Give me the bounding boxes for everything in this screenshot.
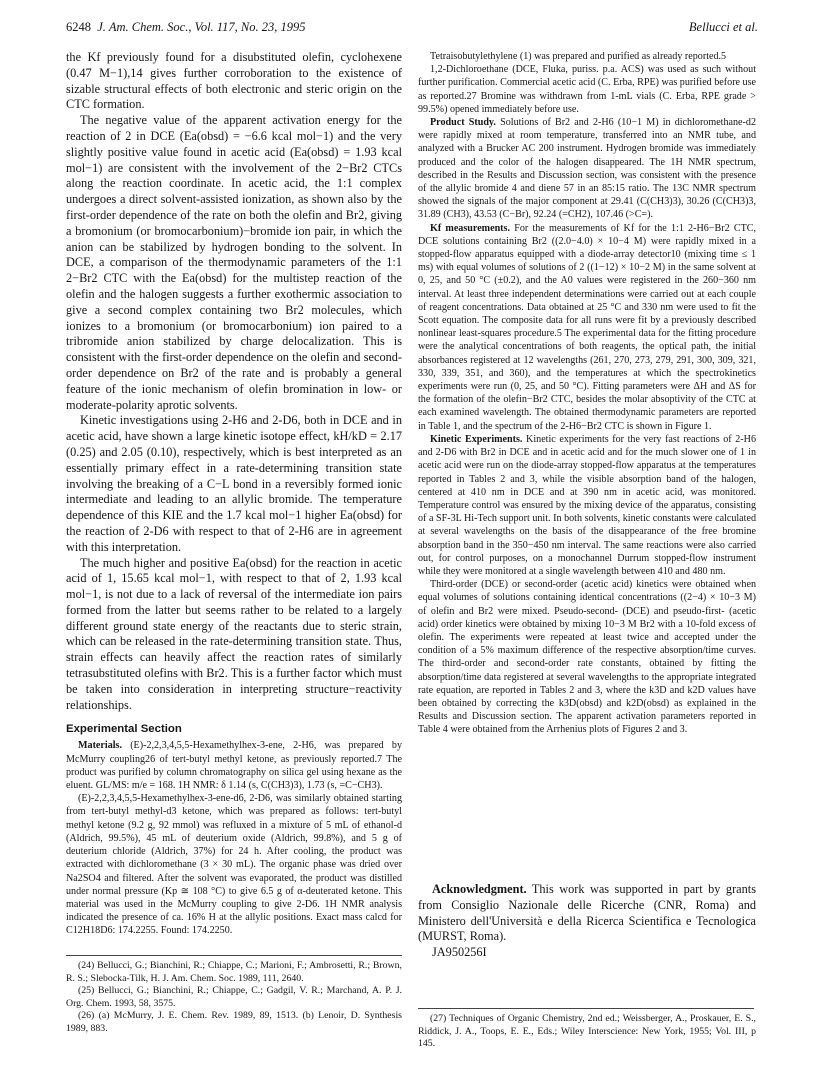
footnotes-left — [66, 955, 402, 1035]
paragraph-text: (E)-2,2,3,4,5,5-Hexamethylhex-3-ene-d6, 2-D6, was similarly obtained starting from tert-butyl methyl-d3 ketone, which was prepared as follows: tert-butyl methyl ketone (9.2 g, 92 mmol) was refluxed in a mixture of 5 mL of ethanol-d (Aldrich, 99.5%), 45 mL of deuterium oxide (Aldrich, 99.8%), and 5 g of deuterium chloride (Aldrich, 37%) for 24 h. After cooling, the product was extracted with dichloromethane (3 × 30 mL). The organic phase was dried over Na2SO4 and filtered. After the solvent was evaporated, the product was distilled under normal pressure (Kp ≅ 108 °C) to give 6.5 g of α-deuterated ketone. This material was used in the McMurry coupling to give 2-D6. 1H NMR analysis indicated the presence of ca. 16% H at the allylic positions. Exact mass calcd for C12H18D6: 174.2255. Found: 174.2250. — [66, 793, 402, 937]
experimental-section-heading: Experimental Section — [66, 723, 182, 736]
body-paragraph: Kinetic investigations using 2-H6 and 2-D6, both in DCE and in acetic acid, have shown a large kinetic isotope effect, kH/kD = 2.17 (0.25) and 2.05 (0.10), respectively, which is best interpreted as an essentially primary effect in a rate-determining transition state involving the breaking of a C−L bond in a reversibly formed ionic intermediate and leading to an allylic bromide. The temperature dependence of this KIE and the 1.7 kcal mol−1 higher Ea(obsd) for the reaction of 2-D6 with respect to that of 2-H6 are in agreement with this interpretation. — [66, 413, 402, 554]
footnote-24: (24) Bellucci, G.; Bianchini, R.; Chiappe, C.; Marioni, F.; Ambrosetti, R.; Brown, R. S.; Slebocka-Tilk, H. J. Am. Chem. Soc. 1989, 111, 2640. — [66, 960, 402, 984]
experimental-paragraph-kinetic-experiments — [418, 433, 756, 578]
acknowledgment — [418, 882, 756, 945]
document-id: JA950256I — [432, 945, 487, 960]
acknowledgment-heading: Acknowledgment. — [432, 882, 527, 896]
footnote-26: (26) (a) McMurry, J. E. Chem. Rev. 1989, 89, 1513. (b) Lenoir, D. Synthesis 1989, 883. — [66, 1010, 402, 1034]
runin-heading: Materials. — [78, 740, 123, 752]
right-column — [418, 50, 756, 737]
footnotes-right — [418, 1008, 756, 1051]
experimental-paragraph-kf-measurements — [418, 222, 756, 433]
experimental-paragraph — [418, 63, 756, 116]
experimental-paragraph-product-study — [418, 116, 756, 222]
experimental-paragraph — [66, 792, 402, 937]
experimental-paragraph-materials — [66, 739, 402, 792]
experimental-text — [66, 739, 402, 937]
journal-citation: J. Am. Chem. Soc., Vol. 117, No. 23, 1995 — [97, 20, 306, 34]
footnote-divider — [418, 1008, 754, 1009]
runin-heading: Product Study. — [430, 117, 496, 129]
paragraph-text: (E)-2,2,3,4,5,5-Hexamethylhex-3-ene, 2-H6, was prepared by McMurry coupling26 of tert-butyl methyl ketone, as previously reported.7 The product was purified by column chromatography on silica gel using hexane as the eluent. GL/MS: m/e = 168. 1H NMR: δ 1.14 (s, C(CH3)3), 1.73 (s, =C−CH3). — [66, 740, 402, 792]
footnote-25: (25) Bellucci, G.; Bianchini, R.; Chiappe, C.; Gadgil, V. R.; Marchand, A. P. J. Org. Chem. 1993, 58, 3575. — [66, 985, 402, 1009]
paragraph-text: For the measurements of Kf for the 1:1 2-H6−Br2 CTC, DCE solutions containing Br2 ((2.0−4.0) × 10−4 M) were rapidly mixed in a stopped-flow apparatus equipped with a diode-array detector10 (mixing time ≤ 1 ms) with equal volumes of solutions of 2 ((1−12) × 10−2 M) in the same solvent at 0, 25, and 50 °C (±0.2), and the A0 values were registered in the 260−360 nm interval. At least three independent determinations were carried out at each couple of reagent concentrations. Data obtained at 25 °C and 330 nm were used to fit the Scott equation. The composite data for all runs were fit by a previously described nonlinear least-squares procedure.5 The experimental data for the fitting procedure were the analytical concentrations of both reagents, the optical path, the initial absorbances registered at 12 wavelengths (261, 270, 273, 279, 291, 300, 309, 321, 330, 339, 351, and 360), and the temperatures at which the spectrokinetics experiments were run (0, 25, and 50 °C). Fitting parameters were ΔH and ΔS for the formation of the olefin−Br2 CTC, besides the molar absoptivity of the CTC at each examined wavelength. The obtained thermodynamic parameters are reported in Table 1, and the spectrum of the 2-H6−Br2 CTC is shown in Figure 1. — [418, 222, 756, 432]
footnote-27: (27) Techniques of Organic Chemistry, 2nd ed.; Weissberger, A., Proskauer, E. S., Riddick, J. A., Toops, E. E., Eds.; Wiley Interscience: New York, 1955; Vol. III, p 145. — [418, 1013, 756, 1049]
experimental-paragraph — [418, 578, 756, 736]
body-paragraph: The much higher and positive Ea(obsd) for the reaction in acetic acid of 1, 15.65 kcal mol−1, with respect to that of 2, 1.93 kcal mol−1, is not due to a lack of reversal of the intermediate ion pairs formed from the latter but seems rather to be related to a largely different ground state energy of the reactants due to steric strain, which can be released in the rate-determining transition state. Thus, strain effects can heavily affect the reaction rates of similarly tetrasubstituted olefins with Br2. This is a further factor which must be taken into consideration in interpreting structure−reactivity relationships. — [66, 555, 402, 712]
paragraph-text: Third-order (DCE) or second-order (acetic acid) kinetics were obtained when equal volumes of solutions containing identical concentrations ((2−4) × 10−3 M) of olefin and Br2 were mixed. Pseudo-second- (DCE) and pseudo-first- (acetic acid) order kinetics were obtained by mixing 10−3 M Br2 with a 10-fold excess of olefin. The experiments were repeated at least twice and accepted under the condition of a 5% maximum difference of the respective absorption/time curves. The third-order and second-order rate constants, obtained by fitting the absorption/time data registered at several wavelengths to the appropriate integrated rate equation, are reported in Tables 2 and 3, where the k3D and k2D values have been obtained by correcting the k3D(obsd) and k2D(obsd) as explained in the Results and Discussion section. The apparent activation parameters reported in Table 4 were obtained from the Arrhenius plots of Figures 2 and 3. — [418, 579, 756, 736]
body-paragraph: the Kf previously found for a disubstituted olefin, cyclohexene (0.47 M−1),14 gives further corroboration to the existence of sizable structural effects of both electronic and steric origin on the CTC formation. — [66, 50, 402, 112]
runin-heading: Kinetic Experiments. — [430, 433, 523, 445]
runin-heading: Kf measurements. — [430, 222, 510, 234]
running-head — [66, 18, 758, 36]
acknowledgment-text: This work was supported in part by grants from Consiglio Nazionale delle Ricerche (CNR, Roma) and Ministero dell'Università e della Ricerca Scientifica e Tecnologica (MURST, Roma). — [418, 882, 756, 944]
experimental-paragraph — [418, 50, 756, 63]
paragraph-text: Tetraisobutylethylene (1) was prepared and purified as already reported.5 — [430, 51, 727, 62]
footnote-divider — [66, 955, 402, 956]
running-head-left — [66, 18, 305, 36]
paragraph-text: Solutions of Br2 and 2-H6 (10−1 M) in dichloromethane-d2 were rapidly mixed at room temperature, transferred into an NMR tube, and analyzed with a Brucker AC 200 instrument. Hydrogen bromide was immediately produced and the color of the halogen disappeared. The 1H NMR spectrum, described in the Results and Discussion section, was consistent with the presence of the allylic bromide 4 and diene 57 in an 85:15 ratio. The 13C NMR spectrum showed the signals of the major component at 29.41 (C(CH3)3), 30.26 (C(CH3)3, 31.89 (CH3), 43.53 (C−Br), 92.24 (=CH2), 107.46 (>C=). — [418, 117, 756, 221]
running-head-authors: Bellucci et al. — [688, 20, 758, 34]
paragraph-text: Kinetic experiments for the very fast reactions of 2-H6 and 2-D6 with Br2 in DCE and in acetic acid and for the much slower one of 1 in acetic acid were run on the diode-array stopped-flow apparatus at the temperatures reported in Tables 2 and 3, while the visible absorption band of the halogen, centered at 410 nm in DCE and at 390 nm in acetic acid, was monitored. Temperature control was ensured by the mixing device of the apparatus, consisting of a SF-3L Hi-Tech support unit. In both solvents, kinetic constants were calculated at several wavelengths on the basis of the disappearance of the free bromine absorption band in the 350−450 nm interval. The same reactions were also carried out, for control purposes, on a monochannel Durrum stopped-flow instrument while they were monitored at a single wavelength between 410 and 480 nm. — [418, 433, 756, 577]
left-column — [66, 50, 402, 938]
page-number: 6248 — [66, 20, 91, 34]
paragraph-text: 1,2-Dichloroethane (DCE, Fluka, puriss. p.a. ACS) was used as such without further purification. Commercial acetic acid (C. Erba, RPE) was purified before use as reported.27 Bromine was withdrawn from 1-mL vials (C. Erba, RPE grade > 99.5%) opened immediately before use. — [418, 64, 757, 115]
acknowledgment-block — [418, 882, 756, 961]
body-paragraph: The negative value of the apparent activation energy for the reaction of 2 in DCE (Ea(obsd) = −6.6 kcal mol−1) and the very slightly positive value found in acetic acid (Ea(obsd) = 1.93 kcal mol−1) are consistent with the involvement of the 2−Br2 CTCs along the reaction coordinate. In acetic acid, the 1:1 complex undergoes a direct solvent-assisted ionization, as shown also by the first-order dependence of the rate on both the olefin and Br2, giving a bromonium (or bromocarbonium)−bromide ion pair, in which the anion can be stabilized by hydrogen bonding to the solvent. In DCE, a comparison of the thermodynamic parameters of the 1:1 2−Br2 CTC with the Ea(obsd) for the multistep reaction of the olefin and the halogen suggests a further exothermic association to give a second complex containing two Br2 molecules, which ionizes to a bromonium (or bromocarbonium) ion paired to a tribromide anion stabilized by charge delocalization. This is consistent with the first-order dependence on the olefin and second-order dependence on Br2 of the rate and is probably a general feature of the ionic mechanism of olefin bromination in low- or moderate-polarity aprotic solvents. — [66, 113, 402, 412]
